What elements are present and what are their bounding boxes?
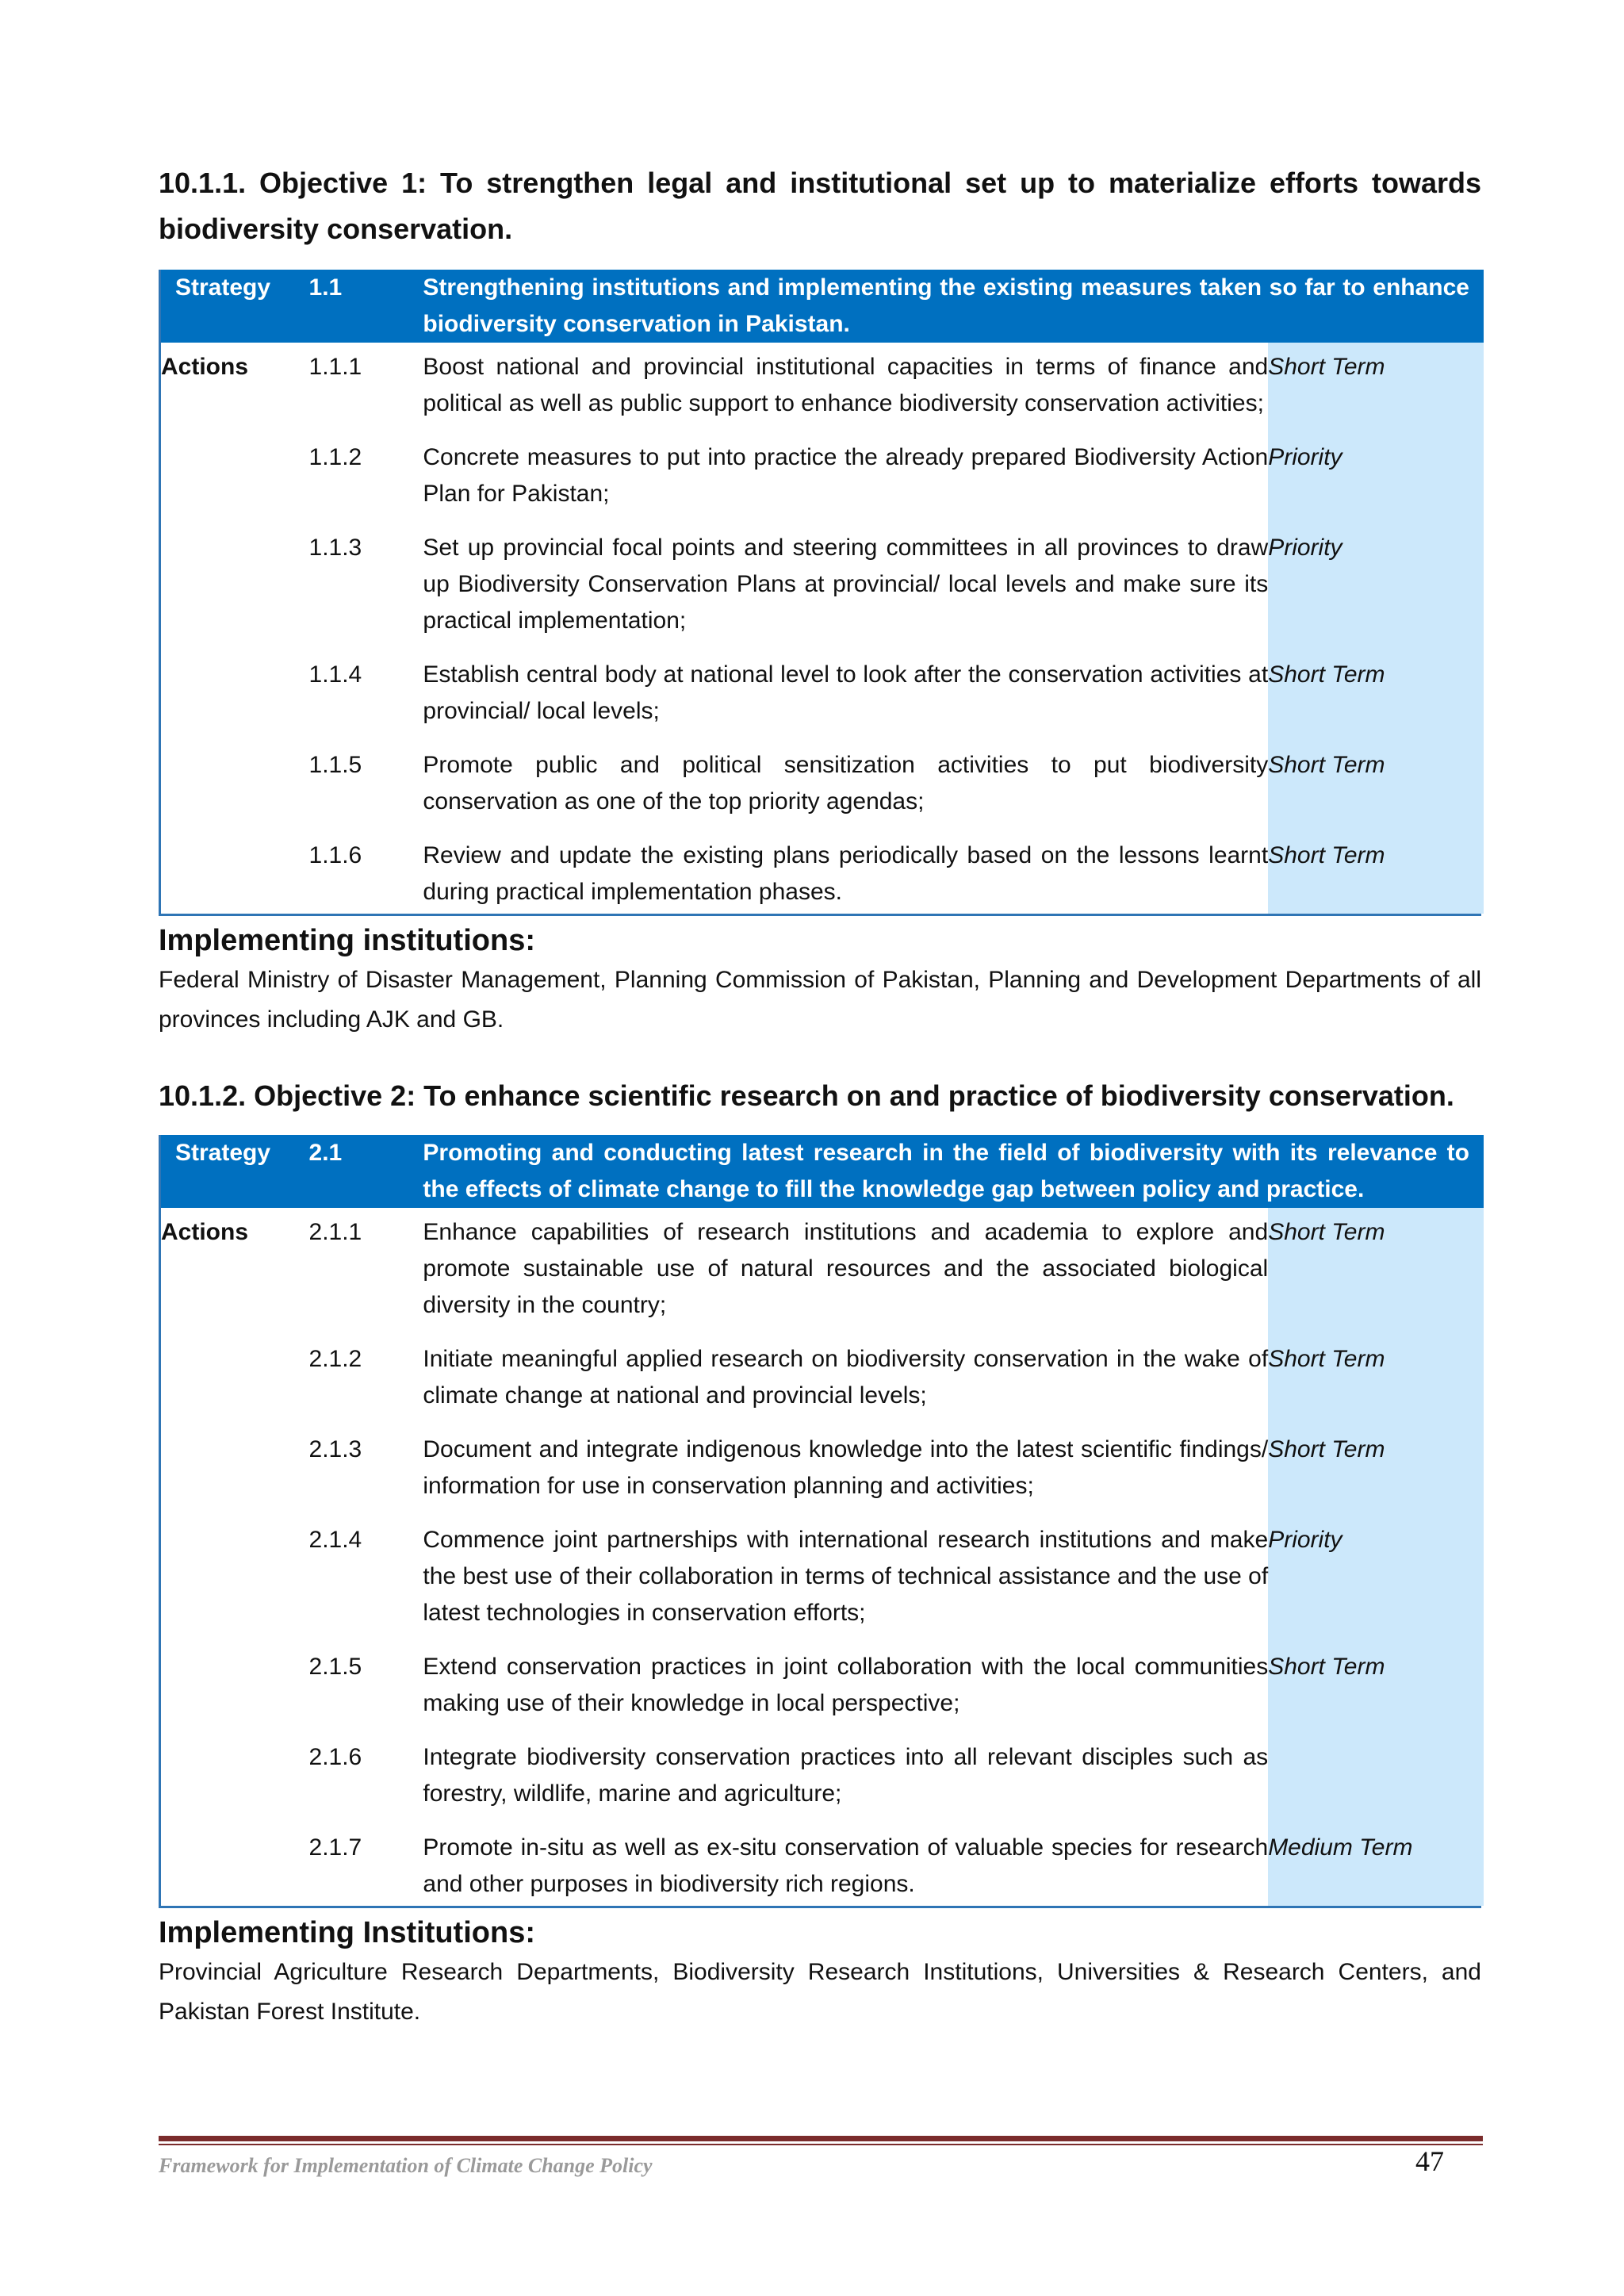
action-number: 2.1.6 xyxy=(308,1744,362,1770)
actions-label xyxy=(161,1341,309,1432)
action-description: Document and integrate indigenous knowledge into the latest scientific findings/ information for use in conservation planning and activities; xyxy=(423,1436,1269,1499)
action-description: Boost national and provincial institutional capacities in terms of finance and political as well as public support to enhance biodiversity conservation activities; xyxy=(423,354,1269,416)
actions-label xyxy=(161,439,309,530)
actions-label xyxy=(161,747,309,838)
strategy-label: Strategy xyxy=(161,1135,309,1208)
action-description: Initiate meaningful applied research on biodiversity conservation in the wake of climate change at national and provincial levels; xyxy=(423,1346,1269,1409)
action-description: Establish central body at national level to look after the conservation activities at provincial/ local levels; xyxy=(423,661,1269,724)
strategy-description: Strengthening institutions and implementing the existing measures taken so far to enhance biodiversity conservation in Pakistan. xyxy=(423,270,1484,343)
action-row xyxy=(161,1432,1484,1522)
action-number: 2.1.1 xyxy=(308,1219,362,1245)
objective-1-table xyxy=(161,270,1484,914)
action-description: Set up provincial focal points and steering committees in all provinces to draw up Biodiversity Conservation Plans at provincial/ local levels and make sure its practical implementation; xyxy=(423,535,1269,634)
implementing-institutions-text: Federal Ministry of Disaster Management, Planning Commission of Pakistan, Planning and Development Departments of all provinces including AJK and GB. xyxy=(159,967,1481,1033)
action-description: Integrate biodiversity conservation practices into all relevant disciples such as forestry, wildlife, marine and agriculture; xyxy=(423,1744,1269,1807)
actions-label: Actions xyxy=(161,354,249,380)
action-description: Extend conservation practices in joint collaboration with the local communities making use of their knowledge in local perspective; xyxy=(423,1654,1269,1716)
action-term xyxy=(1268,1739,1484,1830)
action-term: Priority xyxy=(1268,1522,1484,1649)
action-number: 1.1.5 xyxy=(308,752,362,778)
actions-label xyxy=(161,1739,309,1830)
action-description: Promote public and political sensitization activities to put biodiversity conservation as one of the top priority agendas; xyxy=(423,752,1269,815)
strategy-row xyxy=(161,270,1484,343)
actions-label xyxy=(161,838,309,914)
action-term: Short Term xyxy=(1268,838,1484,914)
action-number: 1.1.6 xyxy=(308,842,362,868)
strategy-description: Promoting and conducting latest research in the field of biodiversity with its relevance to the effects of climate change to fill the knowledge gap between policy and practice. xyxy=(423,1135,1484,1208)
action-number: 2.1.5 xyxy=(308,1654,362,1680)
action-term: Short Term xyxy=(1268,1208,1484,1341)
actions-label xyxy=(161,1432,309,1522)
action-term: Short Term xyxy=(1268,343,1484,439)
action-row xyxy=(161,439,1484,530)
action-term: Short Term xyxy=(1268,657,1484,747)
action-number: 1.1.1 xyxy=(308,354,362,380)
action-number: 2.1.2 xyxy=(308,1346,362,1372)
action-row xyxy=(161,343,1484,439)
action-term: Short Term xyxy=(1268,747,1484,838)
action-row xyxy=(161,1208,1484,1341)
action-row xyxy=(161,1341,1484,1432)
action-term: Priority xyxy=(1268,439,1484,530)
action-term: Short Term xyxy=(1268,1432,1484,1522)
action-description: Promote in-situ as well as ex-situ conservation of valuable species for research and other purposes in biodiversity rich regions. xyxy=(423,1834,1269,1897)
action-row xyxy=(161,1830,1484,1906)
page-number: 47 xyxy=(1415,2145,1444,2177)
actions-label xyxy=(161,530,309,657)
strategy-number: 1.1 xyxy=(309,270,423,343)
action-row xyxy=(161,838,1484,914)
implementing-institutions-title: Implementing institutions: xyxy=(159,924,535,957)
footer-rule-thin xyxy=(159,2144,1483,2145)
action-row xyxy=(161,1649,1484,1739)
objective-2-actions xyxy=(161,1208,1484,1906)
objective-2-table-box xyxy=(159,1135,1481,1908)
objective-2-heading: 10.1.2. Objective 2: To enhance scientific research on and practice of biodiversity conservation. xyxy=(159,1079,1454,1112)
objective-1-actions xyxy=(161,343,1484,914)
action-row xyxy=(161,657,1484,747)
action-row xyxy=(161,747,1484,838)
action-row xyxy=(161,1522,1484,1649)
action-term: Short Term xyxy=(1268,1341,1484,1432)
page-content xyxy=(159,159,1481,2032)
strategy-label: Strategy xyxy=(161,270,309,343)
actions-label: Actions xyxy=(161,1219,249,1245)
action-row xyxy=(161,530,1484,657)
implementing-institutions-text: Provincial Agriculture Research Departments, Biodiversity Research Institutions, Universities & Research Centers, and Pakistan Forest Institute. xyxy=(159,1959,1481,2025)
actions-label xyxy=(161,1649,309,1739)
objective-2-table xyxy=(161,1135,1484,1906)
action-description: Commence joint partnerships with international research institutions and make the best use of their collaboration in terms of technical assistance and the use of latest technologies in conservation efforts; xyxy=(423,1527,1269,1626)
action-description: Concrete measures to put into practice the already prepared Biodiversity Action Plan for Pakistan; xyxy=(423,444,1269,507)
implementing-institutions-title: Implementing Institutions: xyxy=(159,1916,535,1949)
actions-label xyxy=(161,657,309,747)
action-description: Review and update the existing plans periodically based on the lessons learnt during practical implementation phases. xyxy=(423,842,1269,905)
objective-1-heading: 10.1.1. Objective 1: To strengthen legal and institutional set up to materialize efforts towards biodiversity conservation. xyxy=(159,167,1481,245)
objective-1-table-box xyxy=(159,270,1481,916)
action-row xyxy=(161,1739,1484,1830)
action-term: Medium Term xyxy=(1268,1830,1484,1906)
action-number: 2.1.4 xyxy=(308,1527,362,1553)
action-number: 1.1.4 xyxy=(308,661,362,688)
action-term: Priority xyxy=(1268,530,1484,657)
action-term: Short Term xyxy=(1268,1649,1484,1739)
action-description: Enhance capabilities of research institutions and academia to explore and promote sustainable use of natural resources and the associated biological diversity in the country; xyxy=(423,1219,1269,1318)
action-number: 2.1.3 xyxy=(308,1436,362,1462)
strategy-row xyxy=(161,1135,1484,1208)
action-number: 1.1.2 xyxy=(308,444,362,470)
action-number: 1.1.3 xyxy=(308,535,362,561)
action-number: 2.1.7 xyxy=(308,1834,362,1861)
footer-title: Framework for Implementation of Climate Change Policy xyxy=(159,2154,653,2177)
strategy-number: 2.1 xyxy=(309,1135,423,1208)
actions-label xyxy=(161,1830,309,1906)
footer-rule-thick xyxy=(159,2136,1483,2141)
actions-label xyxy=(161,1522,309,1649)
